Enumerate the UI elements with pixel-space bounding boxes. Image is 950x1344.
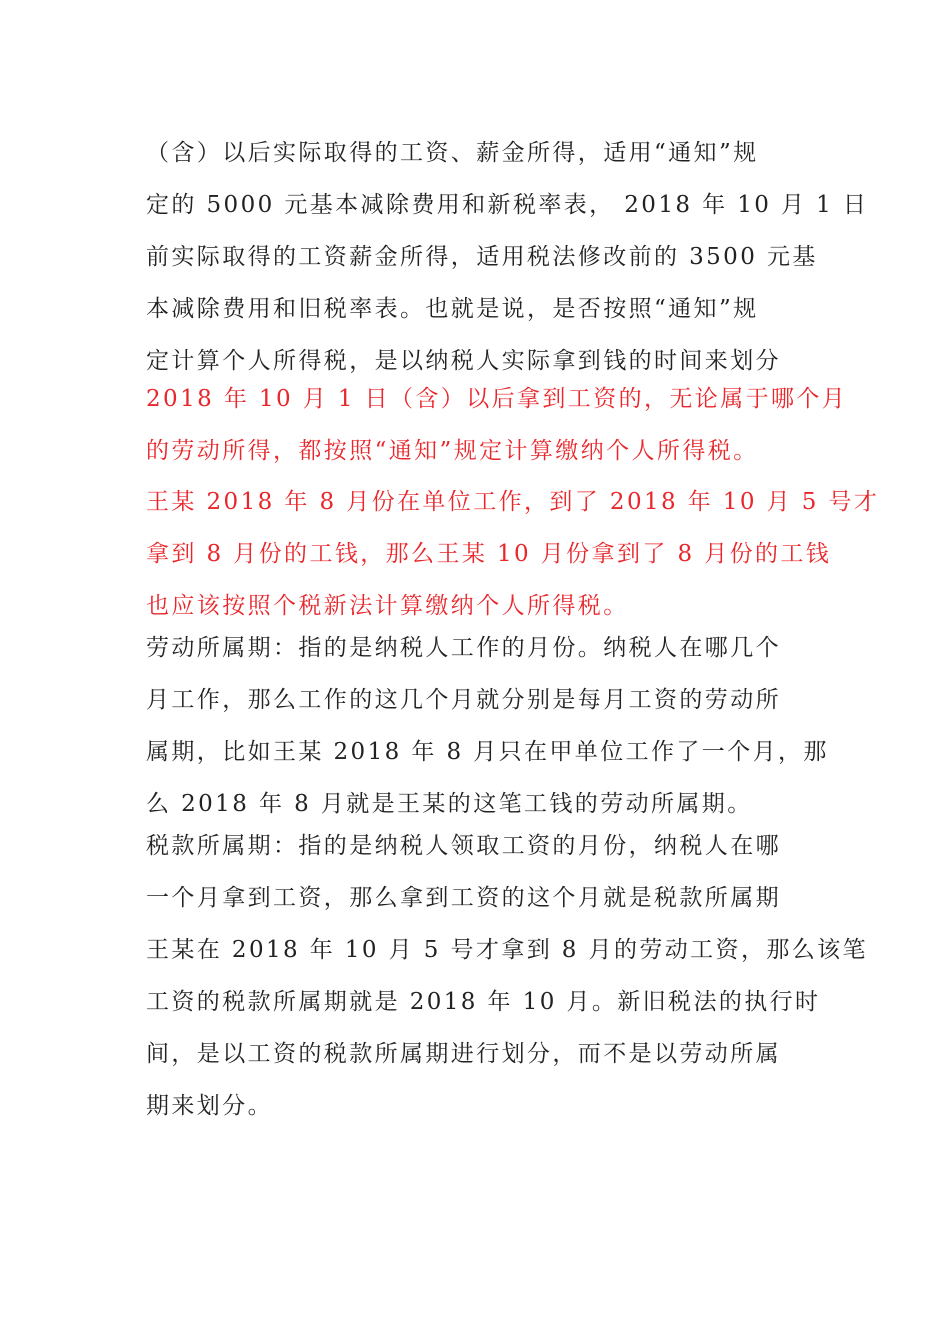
text-line: 工资的税款所属期就是 2018 年 10 月。新旧税法的执行时: [146, 989, 821, 1015]
paragraph-tax-deduction-rules: [146, 127, 869, 387]
text-line: 本减除费用和旧税率表。也就是说，是否按照“通知”规: [146, 296, 759, 322]
text-line: 王某 2018 年 8 月份在单位工作，到了 2018 年 10 月 5 号才: [146, 489, 880, 515]
text-line: （含）以后实际取得的工资、薪金所得，适用“通知”规: [146, 140, 759, 166]
text-line: 么 2018 年 8 月就是王某的这笔工钱的劳动所属期。: [146, 791, 753, 817]
text-line: 一个月拿到工资，那么拿到工资的这个月就是税款所属期: [146, 885, 781, 911]
paragraph-highlight-example: [146, 476, 880, 632]
text-line: 属期，比如王某 2018 年 8 月只在甲单位工作了一个月，那: [146, 739, 829, 765]
text-line: 税款所属期：指的是纳税人领取工资的月份，纳税人在哪: [146, 833, 781, 859]
text-line: 的劳动所得，都按照“通知”规定计算缴纳个人所得税。: [146, 438, 759, 464]
text-line: 期来划分。: [146, 1093, 273, 1119]
text-line: 月工作，那么工作的这几个月就分别是每月工资的劳动所: [146, 687, 781, 713]
text-line: 间，是以工资的税款所属期进行划分，而不是以劳动所属: [146, 1041, 781, 1067]
text-line: 拿到 8 月份的工钱，那么王某 10 月份拿到了 8 月份的工钱: [146, 541, 832, 567]
text-line: 定的 5000 元基本减除费用和新税率表， 2018 年 10 月 1 日: [146, 192, 869, 218]
paragraph-labor-period-definition: [146, 622, 829, 830]
paragraph-highlight-rule: [146, 373, 848, 477]
text-line: 定计算个人所得税，是以纳税人实际拿到钱的时间来划分: [146, 348, 781, 374]
text-line: 劳动所属期：指的是纳税人工作的月份。纳税人在哪几个: [146, 635, 781, 661]
text-line: 也应该按照个税新法计算缴纳个人所得税。: [146, 593, 629, 619]
text-line: 前实际取得的工资薪金所得，适用税法修改前的 3500 元基: [146, 244, 818, 270]
text-line: 2018 年 10 月 1 日（含）以后拿到工资的，无论属于哪个月: [146, 386, 848, 412]
paragraph-tax-period-definition: [146, 820, 868, 1132]
text-line: 王某在 2018 年 10 月 5 号才拿到 8 月的劳动工资，那么该笔: [146, 937, 868, 963]
